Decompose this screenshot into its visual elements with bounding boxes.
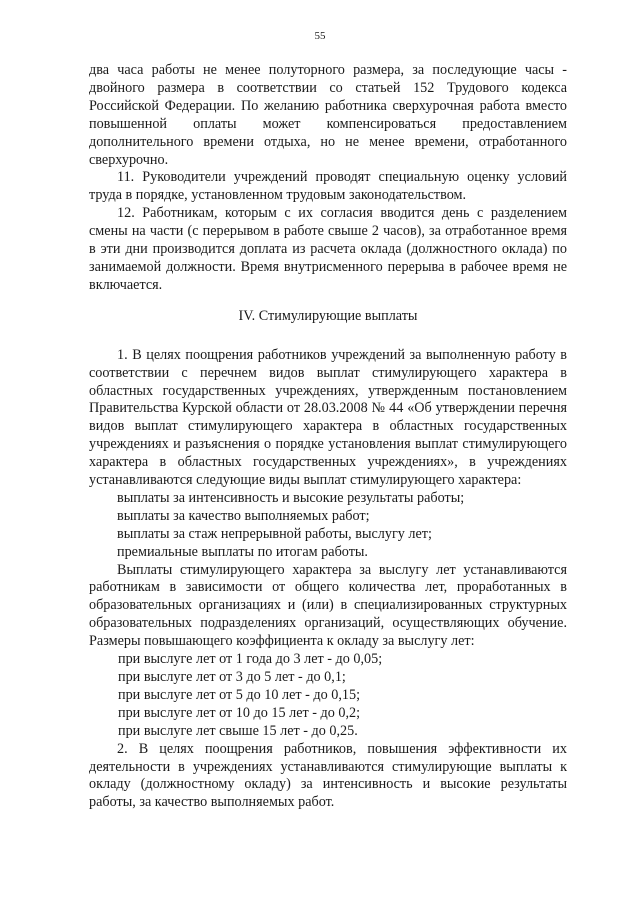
list-item-payment-type: выплаты за интенсивность и высокие результаты работы;	[117, 489, 465, 506]
list-item-coefficient: при выслуге лет от 10 до 15 лет - до 0,2;	[118, 704, 361, 721]
list-item-coefficient: при выслуге лет от 1 года до 3 лет - до 0,05;	[118, 651, 383, 668]
list-item-coefficient: при выслуге лет от 5 до 10 лет - до 0,15;	[118, 686, 361, 703]
paragraph-section-4-2: 2. В целях поощрения работников, повышения эффективности их деятельности в учреждениях устанавливаются стимулирующие выплаты к окладу (должностному окладу) за интенсивность и высокие результаты работы, за качество выполняемых работ.	[89, 740, 567, 811]
paragraph-12: 12. Работникам, которым с их согласия вводится день с разделением смены на части (с перерывом в работе свыше 2 часов), за отработанное время в эти дни производится доплата из расчета оклада (должностного оклада) по занимаемой должности. Время внутрисменного перерыва в рабочее время не включается.	[89, 205, 567, 293]
paragraph-seniority: Выплаты стимулирующего характера за выслугу лет устанавливаются работникам в зависимости от общего количества лет, проработанных в образовательных организациях и (или) в специализированных структурных образовательных подразделениях организаций, осуществляющих обучение. Размеры повышающего коэффициента к окладу за выслугу лет:	[89, 561, 567, 650]
section-heading: IV. Стимулирующие выплаты	[238, 307, 418, 324]
list-item-payment-type: премиальные выплаты по итогам работы.	[117, 543, 368, 560]
list-item-payment-type: выплаты за качество выполняемых работ;	[117, 507, 370, 524]
list-item-coefficient: при выслуге лет от 3 до 5 лет - до 0,1;	[118, 669, 346, 685]
paragraph-11: 11. Руководители учреждений проводят специальную оценку условий труда в порядке, установленном трудовым законодательством.	[89, 169, 567, 204]
paragraph-section-4-1: 1. В целях поощрения работников учреждений за выполненную работу в соответствии с перечнем видов выплат стимулирующего характера в областных государственных учреждениях, утвержденным постановлением Правительства Курской области от 28.03.2008 № 44 «Об утверждении перечня видов выплат стимулирующего характера в областных государственных учреждениях и разъяснения о порядке установления выплат стимулирующего характера в областных государственных учреждениях», в учреждениях устанавливаются следующие виды выплат стимулирующего характера:	[89, 346, 567, 489]
list-item-coefficient: при выслуге лет свыше 15 лет - до 0,25.	[118, 722, 358, 739]
paragraph-overtime: два часа работы не менее полуторного размера, за последующие часы - двойного размера в соответствии со статьей 152 Трудового кодекса Российской Федерации. По желанию работника сверхурочная работа вместо повышенной оплаты может компенсироваться предоставлением дополнительного времени отдыха, но не менее времени, отработанного сверхурочно.	[89, 62, 567, 168]
page-number: 55	[314, 30, 326, 42]
list-item-payment-type: выплаты за стаж непрерывной работы, выслугу лет;	[117, 525, 432, 542]
document-body	[89, 62, 567, 812]
